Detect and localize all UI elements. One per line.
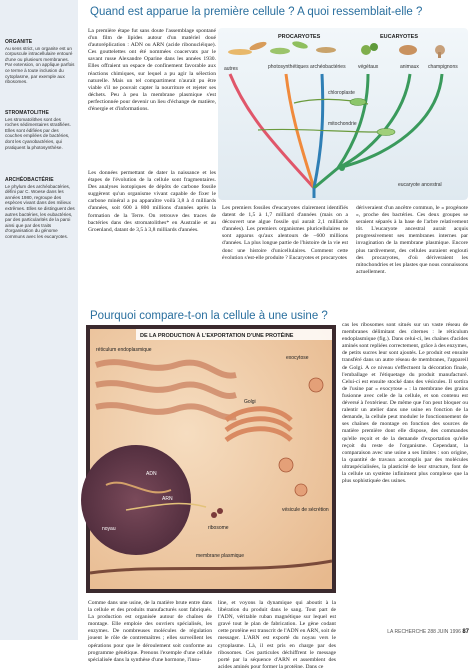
label-champignons: champignons (428, 64, 458, 70)
archaea-icon (316, 47, 336, 53)
section1-col4: dériveraient d'un ancêtre commun, le « progénote », proche des bactéries. Ces deux groupes se seraient séparés à la base de l'arbre relativement tôt. L'eucaryote ancestral aurait acquis progressivement ses membranes internes par invagination de la membrane plasmique. Encore plus tardivement, des cellules auraient englouti des procaryotes, d'où dériveraient les mitochondries et les plastes que nous connaissons actuellement. (356, 205, 468, 275)
nucleus-shape (81, 445, 191, 555)
sidebar-glossary (0, 0, 78, 640)
label-membrane: membrane plasmique (196, 553, 245, 559)
section1-col2: Les données permettant de dater la naissance et les étapes de l'évolution de la cellule sont fragmentaires. Des analyses isotopiques de dépôts de carbone fossile suggèrent qu'un organisme vivant capable de fixer le carbone minéral a pu apparaître voilà 3,8 à 4 milliards d'années, soit 600 à 800 millions d'années après la formation de la Terre. On retrouve des traces de bactéries dans des stromatolithes* en Australie et au Groenland, datant de 3,5 à 3,8 milliards d'années. (88, 170, 216, 295)
phylogenetic-tree-svg (218, 28, 468, 200)
label-adn: ADN (146, 471, 157, 477)
section2-title: Pourquoi compare-t-on la cellule à une usine ? (90, 310, 328, 322)
label-reticulum: réticulum endoplasmique (96, 347, 152, 353)
vesicle-shape (295, 484, 307, 496)
cyanobacteria-icon (270, 48, 290, 54)
label-exocytose: exocytose (286, 355, 309, 361)
section2-right-col: cas les ribosomes sont situés sur un vaste réseau de membranes délimitant des citernes : le réticulum endoplasmique (fig.). Dans celui-ci, les chaînes d'acides aminés sont repliées correctement, grâce à des enzymes, de petits sucres leur sont ajoutés. Le produit est ensuite transféré dans un autre réseau de membranes, l'appareil de Golgi. A ce niveau s'effectuent la décoration finale, l'emballage et l'étiquetage du produit manufacturé. Celui-ci est ensuite stocké dans des vésicules. Il sortira de l'usine par « exocytose » : la membrane des grains fusionne avec celle de la cellule, et son contenu est déversé à l'extérieur. De même que l'on peut bloquer ou ralentir un atelier dans une usine en fonction de la demande, la cellule peut moduler le fonctionnement de ses chaînes de montage en fonction des sources de matière première dont elle dispose, des commandes qu'elle reçoit et de la demande d'exportation qu'elle reçoit du reste de l'organisme. Cependant, la comparaison avec une usine a ses limites : son origine, la quantité de travaux accomplis par des molécules ultraspécialisées, la plasticité de leur structure, font de la cellule un système infiniment plus complexe que la plus sophistiquée des usines. (342, 322, 468, 485)
animal-icon (399, 45, 417, 55)
label-ribosome: ribosome (208, 525, 229, 531)
glossary-archeobacterie-text: Le phylum des archéobactéries, défini par C. Woese dans les années 1980, regroupe des espèces vivant dans des milieux extrêmes. Elles se distinguent des autres bactéries, les eubactéries, par des particularités de la paroi ainsi que par des traits d'organisation du génome communs avec les eucaryotes. (5, 183, 75, 239)
label-vegetaux: végétaux (358, 64, 379, 70)
glossary-archeobacterie-head: ARCHÉOBACTÉRIE (5, 177, 54, 183)
label-autres: autres (224, 66, 238, 72)
mushroom-stem-icon (438, 52, 441, 58)
cell-factory-svg (86, 325, 336, 593)
mitochondrie-icon (377, 129, 395, 136)
phylogenetic-tree-figure (218, 28, 468, 200)
label-noyau: noyau (102, 526, 116, 532)
glossary-organite-head: ORGANITE (5, 39, 33, 45)
section1-col3: Les premiers fossiles d'eucaryotes clairement identifiés datent de 1,5 à 1,7 milliard d'années (mais on a découvert une algue fossile qui aurait 2,1 milliards d'années). Les premiers organismes pluricellulaires ne sont apparus qu'aux alentours de −600 millions d'années. La plus longue partie de l'histoire de la vie est donc une histoire d'unicellulaires. Comment cette évolution s'est-elle produite ? Eucaryotes et procaryotes (222, 205, 348, 261)
glossary-organite (5, 40, 75, 85)
eucaryote-node-icon (339, 165, 345, 171)
glossary-organite-text: Au sens strict, un organite est un corpuscule intracellulaire entouré d'une ou plusieurs membranes. Par extension, on applique parfois ce terme à toute inclusion du cytoplasme, par exemple aux ribosomes. (5, 45, 75, 85)
page-footer (387, 629, 469, 635)
section1-col1: La première étape fut sans doute l'assemblage spontané d'un film de lipides autour d'un matériel doué d'autoréplication : ADN ou ARN (acide ribonucléique). Ces gouttelettes ont été nommées coacervats par le savant russe Alexandre Oparine dans les années 1930. Elles offraient un espace de confinement favorable aux réactions chimiques, sur lequel a pu agir la sélection naturelle. Mais un tel compartiment n'aurait pu être viable s'il ne pouvait capter la nourriture et rejeter ses déchets. Peu à peu la membrane plasmique s'est perfectionnée pour devenir un lieu d'échange de matière, d'énergie et d'informations. (88, 28, 216, 113)
plant-icon (361, 45, 371, 55)
exocytosis-vesicle-shape (309, 378, 323, 392)
label-procaryotes: PROCARYOTES (278, 34, 321, 40)
label-arn: ARN (162, 496, 173, 502)
tree-background (218, 28, 468, 200)
figure-title: DE LA PRODUCTION À L'EXPORTATION D'UNE PROTÉINE (140, 333, 294, 339)
label-archeobacteries: archéobactéries (310, 64, 346, 70)
plant-icon (370, 43, 378, 51)
glossary-stromatolithe-head: STROMATOLITHE (5, 110, 49, 116)
label-mitochondrie: mitochondrie (328, 121, 357, 127)
label-eucaryote-ancestral: eucaryote ancestral (398, 182, 442, 188)
footer-journal: LA RECHERCHE 288 JUIN 1996 (387, 629, 461, 635)
label-eucaryotes: EUCARYOTES (380, 34, 418, 40)
glossary-stromatolithe (5, 111, 75, 150)
page-number: 87 (462, 629, 469, 635)
ribosome-shape (217, 508, 223, 514)
label-vesicule: vésicule de sécrétion (282, 507, 329, 513)
chloroplaste-icon (350, 99, 366, 106)
label-golgi: Golgi (244, 399, 256, 405)
section1-title: Quand est apparue la première cellule ? A quoi ressemblait-elle ? (90, 6, 423, 18)
section2-bottom-col2: line, et voyons la dynamique qui aboutit à la libération du produit dans le sang. Tout part de l'ADN, véritable ruban magnétique sur lequel est gravé tout le plan de fabrication. Le gène codant cette protéine est transcrit de l'ADN en ARN, soit de messager. L'ARN est exporté du noyau vers le cytoplasme. Là, il est pris en charge par des ribosomes. Ces particules déchiffrent le message porté par la séquence d'ARN et assemblent des acides aminés pour former la protéine. Dans ce (218, 600, 336, 670)
bacteria-rod-icon (228, 49, 252, 55)
section2-bottom-col1: Comme dans une usine, de la matière brute entre dans la cellule et des produits manufacturés sont fabriqués. La production est organisée autour de chaînes de montage. Elle emploie des ouvriers spécialisés, les enzymes. De nombreuses molécules de régulation jouent le rôle de contremaîtres ; elles surveillent les opérations pour que le déroulement soit conforme au programme génétique. Prenons l'exemple d'une cellule spécialisée dans la synthèse d'une hormone, l'insu- (88, 600, 212, 663)
cell-factory-figure (86, 325, 336, 593)
label-animaux: animaux (400, 64, 419, 70)
glossary-stromatolithe-text: Les stromatolithes sont des roches sédimentaires stratifiées. Elles sont édifiées par des couches empilées de bactéries, dont les cyanobactéries, qui pratiquent la photosynthèse. (5, 116, 71, 150)
label-chloroplaste: chloroplaste (328, 90, 355, 96)
vesicle-shape (279, 458, 293, 472)
label-photosynthetiques: photosynthétiques (268, 64, 309, 70)
ribosome-shape (211, 512, 217, 518)
glossary-archeobacterie (5, 178, 75, 240)
